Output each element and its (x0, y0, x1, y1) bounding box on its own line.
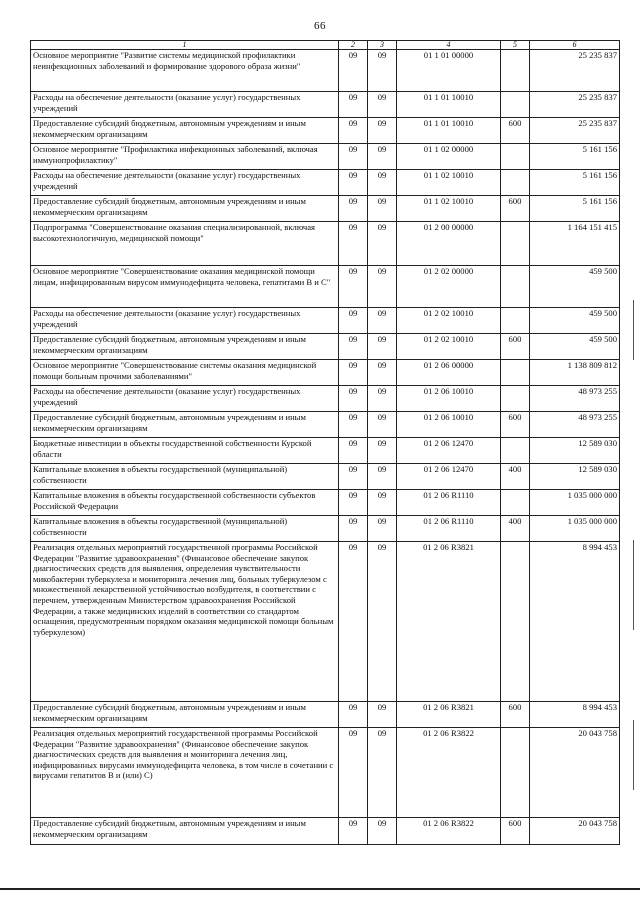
row-target-article-cell: 01 1 02 10010 (397, 170, 501, 196)
col-header-5: 5 (501, 41, 530, 50)
row-expense-type-cell: 600 (501, 334, 530, 360)
row-target-article-cell: 01 2 06 R3822 (397, 728, 501, 818)
row-expense-type-cell (501, 92, 530, 118)
row-name-cell: Основное мероприятие "Совершенствование системы оказания медицинской помощи больным прочими заболеваниями" (31, 360, 339, 386)
row-expense-type-cell: 400 (501, 464, 530, 490)
row-name-cell: Расходы на обеспечение деятельности (оказание услуг) государственных учреждений (31, 170, 339, 196)
row-target-article-cell: 01 2 06 R3821 (397, 542, 501, 702)
row-amount-cell: 5 161 156 (530, 144, 620, 170)
row-section-cell: 09 (339, 92, 368, 118)
row-subsection-cell: 09 (368, 196, 397, 222)
row-expense-type-cell (501, 222, 530, 266)
row-target-article-cell: 01 2 06 R3822 (397, 818, 501, 845)
row-subsection-cell: 09 (368, 438, 397, 464)
row-target-article-cell: 01 2 00 00000 (397, 222, 501, 266)
row-amount-cell: 5 161 156 (530, 196, 620, 222)
row-name-cell: Предоставление субсидий бюджетным, автономным учреждениям и иным некоммерческим организациям (31, 196, 339, 222)
row-section-cell: 09 (339, 360, 368, 386)
row-expense-type-cell (501, 170, 530, 196)
row-expense-type-cell: 600 (501, 412, 530, 438)
row-amount-cell: 8 994 453 (530, 702, 620, 728)
row-amount-cell: 1 035 000 000 (530, 516, 620, 542)
scan-margin-mark (633, 540, 634, 630)
row-amount-cell: 20 043 758 (530, 728, 620, 818)
row-target-article-cell: 01 1 02 00000 (397, 144, 501, 170)
row-subsection-cell: 09 (368, 144, 397, 170)
row-name-cell: Основное мероприятие "Развитие системы медицинской профилактики неинфекционных заболеваний и формирование здорового образа жизни" (31, 50, 339, 92)
table-row (31, 702, 620, 728)
row-expense-type-cell (501, 50, 530, 92)
row-expense-type-cell (501, 144, 530, 170)
row-target-article-cell: 01 1 02 10010 (397, 196, 501, 222)
row-subsection-cell: 09 (368, 490, 397, 516)
row-amount-cell: 12 589 030 (530, 464, 620, 490)
row-expense-type-cell (501, 490, 530, 516)
row-name-cell: Предоставление субсидий бюджетным, автономным учреждениям и иным некоммерческим организациям (31, 818, 339, 845)
row-name-cell: Основное мероприятие "Профилактика инфекционных заболеваний, включая иммунопрофилактику" (31, 144, 339, 170)
row-section-cell: 09 (339, 412, 368, 438)
page-bottom-rule (0, 888, 640, 890)
row-subsection-cell: 09 (368, 386, 397, 412)
page-number: 66 (314, 20, 326, 32)
row-subsection-cell: 09 (368, 266, 397, 308)
table-row (31, 308, 620, 334)
table-row (31, 386, 620, 412)
row-amount-cell: 12 589 030 (530, 438, 620, 464)
row-amount-cell: 1 164 151 415 (530, 222, 620, 266)
row-target-article-cell: 01 2 06 00000 (397, 360, 501, 386)
table-row (31, 728, 620, 818)
row-expense-type-cell: 600 (501, 118, 530, 144)
row-section-cell: 09 (339, 196, 368, 222)
row-name-cell: Предоставление субсидий бюджетным, автономным учреждениям и иным некоммерческим организациям (31, 702, 339, 728)
table-row (31, 118, 620, 144)
table-row (31, 266, 620, 308)
table-row (31, 490, 620, 516)
row-amount-cell: 48 973 255 (530, 412, 620, 438)
table-row (31, 542, 620, 702)
row-target-article-cell: 01 2 02 10010 (397, 308, 501, 334)
row-target-article-cell: 01 2 06 R1110 (397, 490, 501, 516)
col-header-6: 6 (530, 41, 620, 50)
row-section-cell: 09 (339, 222, 368, 266)
row-section-cell: 09 (339, 170, 368, 196)
col-header-1: 1 (31, 41, 339, 50)
row-subsection-cell: 09 (368, 222, 397, 266)
row-amount-cell: 459 500 (530, 266, 620, 308)
row-section-cell: 09 (339, 50, 368, 92)
row-name-cell: Предоставление субсидий бюджетным, автономным учреждениям и иным некоммерческим организациям (31, 412, 339, 438)
row-expense-type-cell (501, 438, 530, 464)
table-row (31, 818, 620, 845)
row-name-cell: Расходы на обеспечение деятельности (оказание услуг) государственных учреждений (31, 308, 339, 334)
row-subsection-cell: 09 (368, 728, 397, 818)
table-row (31, 222, 620, 266)
row-section-cell: 09 (339, 438, 368, 464)
row-target-article-cell: 01 1 01 10010 (397, 118, 501, 144)
row-name-cell: Капитальные вложения в объекты государственной собственности субъектов Российской Федерации (31, 490, 339, 516)
row-expense-type-cell (501, 386, 530, 412)
row-amount-cell: 8 994 453 (530, 542, 620, 702)
row-subsection-cell: 09 (368, 118, 397, 144)
row-name-cell: Предоставление субсидий бюджетным, автономным учреждениям и иным некоммерческим организациям (31, 334, 339, 360)
row-target-article-cell: 01 1 01 10010 (397, 92, 501, 118)
row-subsection-cell: 09 (368, 702, 397, 728)
table-row (31, 412, 620, 438)
row-subsection-cell: 09 (368, 412, 397, 438)
row-expense-type-cell (501, 728, 530, 818)
row-section-cell: 09 (339, 702, 368, 728)
row-name-cell: Расходы на обеспечение деятельности (оказание услуг) государственных учреждений (31, 92, 339, 118)
row-target-article-cell: 01 2 06 10010 (397, 412, 501, 438)
row-name-cell: Реализация отдельных мероприятий государственной программы Российской Федерации "Развитие здравоохранения" (Финансовое обеспечение закупок диагностических средств для выявления и мониторинга лечения лиц, инфицированных вирусами иммунодефицита человека, в том числе в сочетании с вирусами гепатитов В и (или) С) (31, 728, 339, 818)
table-row (31, 334, 620, 360)
row-amount-cell: 25 235 837 (530, 50, 620, 92)
row-section-cell: 09 (339, 386, 368, 412)
row-subsection-cell: 09 (368, 818, 397, 845)
row-target-article-cell: 01 2 06 R3821 (397, 702, 501, 728)
row-subsection-cell: 09 (368, 92, 397, 118)
table-row (31, 438, 620, 464)
table-row (31, 196, 620, 222)
row-subsection-cell: 09 (368, 308, 397, 334)
row-section-cell: 09 (339, 818, 368, 845)
row-target-article-cell: 01 2 02 10010 (397, 334, 501, 360)
row-expense-type-cell: 400 (501, 516, 530, 542)
table-row (31, 170, 620, 196)
row-subsection-cell: 09 (368, 360, 397, 386)
row-expense-type-cell (501, 542, 530, 702)
row-section-cell: 09 (339, 266, 368, 308)
row-name-cell: Бюджетные инвестиции в объекты государственной собственности Курской области (31, 438, 339, 464)
row-amount-cell: 48 973 255 (530, 386, 620, 412)
row-section-cell: 09 (339, 728, 368, 818)
row-section-cell: 09 (339, 118, 368, 144)
row-name-cell: Основное мероприятие "Совершенствование оказания медицинской помощи лицам, инфицированным вирусом иммунодефицита человека, гепатитами В и С" (31, 266, 339, 308)
col-header-3: 3 (368, 41, 397, 50)
table-row (31, 92, 620, 118)
row-section-cell: 09 (339, 490, 368, 516)
row-section-cell: 09 (339, 144, 368, 170)
row-expense-type-cell: 600 (501, 702, 530, 728)
row-amount-cell: 20 043 758 (530, 818, 620, 845)
table-row (31, 464, 620, 490)
row-section-cell: 09 (339, 516, 368, 542)
scan-margin-mark (633, 720, 634, 790)
row-expense-type-cell (501, 308, 530, 334)
row-amount-cell: 1 138 809 812 (530, 360, 620, 386)
row-expense-type-cell (501, 266, 530, 308)
row-name-cell: Расходы на обеспечение деятельности (оказание услуг) государственных учреждений (31, 386, 339, 412)
row-name-cell: Реализация отдельных мероприятий государственной программы Российской Федерации "Развитие здравоохранения" (Финансовое обеспечение закупок диагностических средств для выявления, определения чувствительности микобактерии туберкулеза и мониторинга лечения лиц, больных туберкулезом с множественной лекарственной устойчивостью возбудителя, в соответствии с перечнем, утвержденным Министерством здравоохранения Российской Федерации, а также медицинских изделий в соответствии со стандартом оснащения, предусмотренным порядком оказания медицинской помощи больным туберкулезом) (31, 542, 339, 702)
row-amount-cell: 25 235 837 (530, 92, 620, 118)
row-section-cell: 09 (339, 308, 368, 334)
row-expense-type-cell: 600 (501, 818, 530, 845)
row-section-cell: 09 (339, 464, 368, 490)
row-expense-type-cell (501, 360, 530, 386)
row-subsection-cell: 09 (368, 334, 397, 360)
col-header-4: 4 (397, 41, 501, 50)
row-subsection-cell: 09 (368, 170, 397, 196)
row-subsection-cell: 09 (368, 516, 397, 542)
row-subsection-cell: 09 (368, 50, 397, 92)
scan-margin-mark (633, 300, 634, 360)
row-target-article-cell: 01 1 01 00000 (397, 50, 501, 92)
row-target-article-cell: 01 2 06 12470 (397, 464, 501, 490)
row-name-cell: Подпрограмма "Совершенствование оказания специализированной, включая высокотехнологичную, медицинской помощи" (31, 222, 339, 266)
row-expense-type-cell: 600 (501, 196, 530, 222)
header-row (31, 41, 620, 50)
row-section-cell: 09 (339, 334, 368, 360)
row-name-cell: Капитальные вложения в объекты государственной (муниципальной) собственности (31, 464, 339, 490)
row-target-article-cell: 01 2 06 12470 (397, 438, 501, 464)
row-target-article-cell: 01 2 06 R1110 (397, 516, 501, 542)
row-name-cell: Капитальные вложения в объекты государственной (муниципальной) собственности (31, 516, 339, 542)
table-row (31, 360, 620, 386)
table-row (31, 144, 620, 170)
row-amount-cell: 459 500 (530, 334, 620, 360)
table-row (31, 516, 620, 542)
row-subsection-cell: 09 (368, 542, 397, 702)
row-subsection-cell: 09 (368, 464, 397, 490)
row-amount-cell: 5 161 156 (530, 170, 620, 196)
table-row (31, 50, 620, 92)
row-section-cell: 09 (339, 542, 368, 702)
row-amount-cell: 459 500 (530, 308, 620, 334)
row-amount-cell: 25 235 837 (530, 118, 620, 144)
row-amount-cell: 1 035 000 000 (530, 490, 620, 516)
row-target-article-cell: 01 2 02 00000 (397, 266, 501, 308)
row-target-article-cell: 01 2 06 10010 (397, 386, 501, 412)
col-header-2: 2 (339, 41, 368, 50)
budget-table (30, 40, 620, 845)
row-name-cell: Предоставление субсидий бюджетным, автономным учреждениям и иным некоммерческим организациям (31, 118, 339, 144)
